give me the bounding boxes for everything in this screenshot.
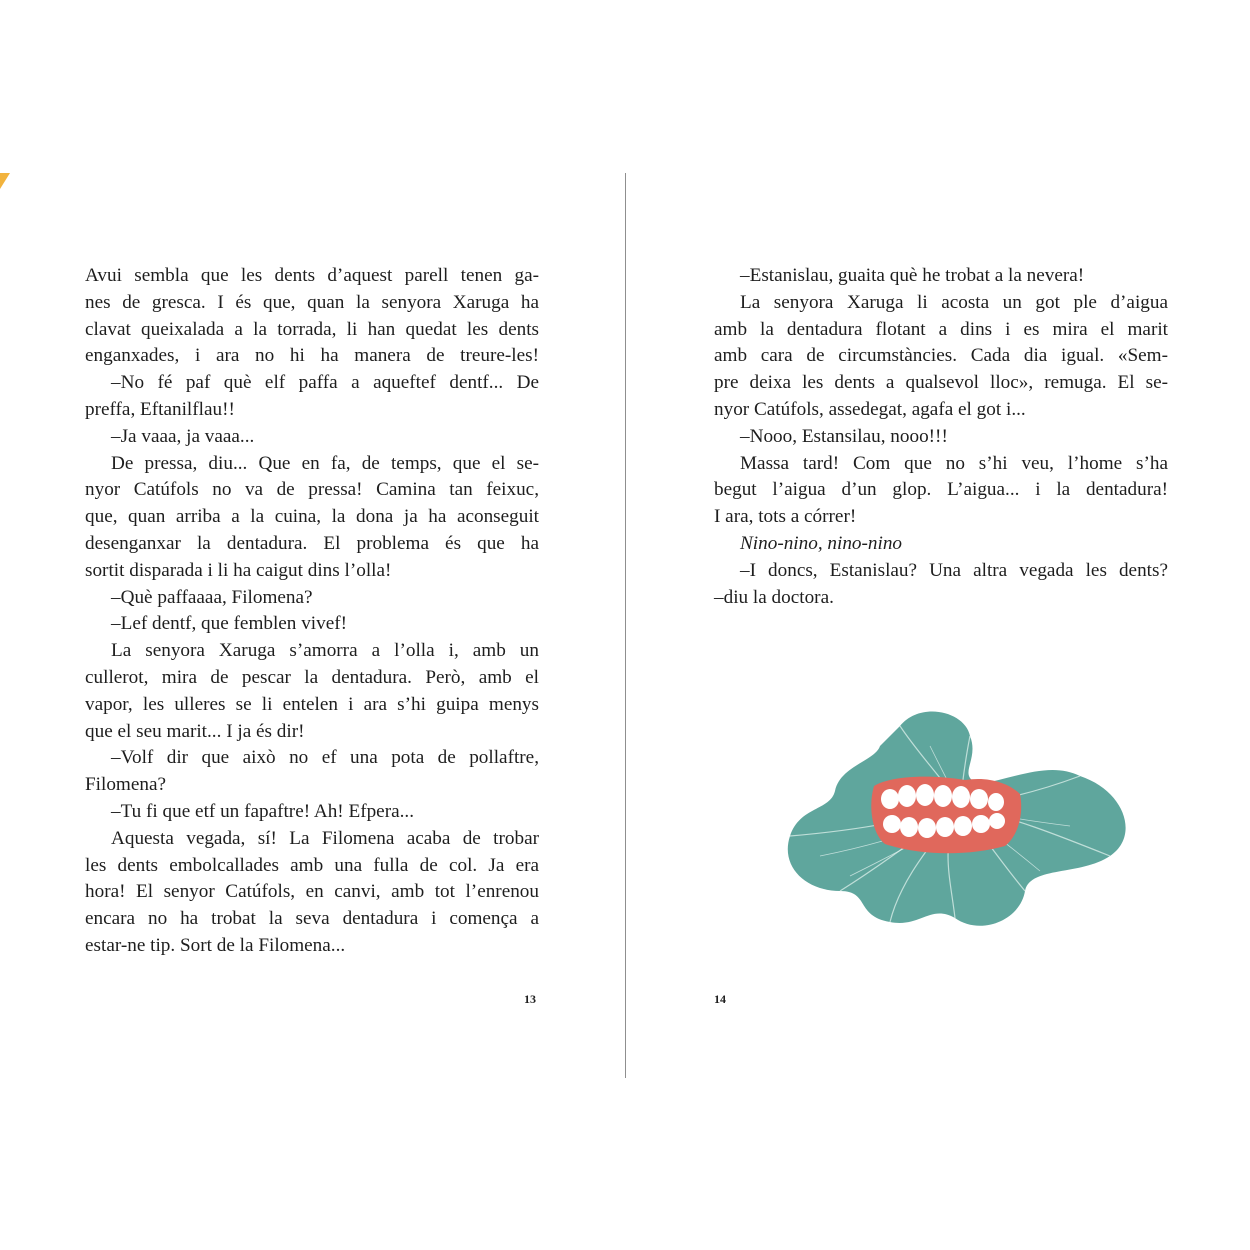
text-line: que, quan arriba a la cuina, la dona ja ha aconseguit	[85, 506, 539, 528]
text-line: Aquesta vegada, sí! La Filomena acaba de trobar	[111, 827, 539, 849]
text-line: cullerot, mira de pescar la dentadura. Però, amb el	[85, 666, 539, 688]
text-line: –Lef dentf, que femblen vivef!	[111, 613, 348, 635]
text-line: que el seu marit... I ja és dir!	[85, 720, 305, 742]
text-line: les dents embolcallades amb una fulla de col. Ja era	[85, 854, 539, 876]
text-line: amb cara de circumstàncies. Cada dia igual. «Sem-	[714, 345, 1168, 367]
text-line: Massa tard! Com que no s’hi veu, l’home s’ha	[740, 452, 1168, 474]
right-page-text	[714, 263, 1168, 611]
left-page-text	[85, 263, 539, 960]
text-line: hora! El senyor Catúfols, en canvi, amb tot l’enrenou	[85, 881, 539, 903]
text-line: I ara, tots a córrer!	[714, 506, 857, 528]
text-line: nes de gresca. I és que, quan la senyora Xaruga ha	[85, 291, 539, 313]
text-line: vapor, les ulleres se li entelen i ara s’hi guipa menys	[85, 693, 539, 715]
text-line: begut l’aigua d’un glop. L’aigua... i la dentadura!	[714, 479, 1168, 501]
text-line: estar-ne tip. Sort de la Filomena...	[85, 934, 346, 956]
text-line: preffa, Eftanilflau!!	[85, 398, 235, 420]
text-line: Avui sembla que les dents d’aquest parell tenen ga-	[85, 265, 539, 286]
text-line: La senyora Xaruga li acosta un got ple d’aigua	[740, 291, 1168, 313]
text-line: –Tu fi que etf un fapaftre! Ah! Efpera...	[111, 800, 414, 822]
page-number-right: 14	[714, 992, 726, 1006]
page-number-left: 13	[524, 992, 536, 1006]
text-line: La senyora Xaruga s’amorra a l’olla i, amb un	[111, 640, 539, 662]
text-line: –No fé paf què elf paffa a aqueftef dentf... De	[111, 372, 539, 394]
yellow-corner-tab	[0, 173, 10, 189]
text-line: pre deixa les dents a qualsevol lloc», remuga. El se-	[714, 372, 1168, 394]
text-line: Filomena?	[85, 774, 166, 796]
text-line: clavat queixalada a la torrada, li han quedat les dents	[85, 318, 539, 340]
denture-cabbage-illustration	[780, 706, 1132, 932]
denture	[871, 777, 1021, 854]
text-line: –Estanislau, guaita què he trobat a la nevera!	[740, 265, 1085, 286]
text-line: –Ja vaaa, ja vaaa...	[111, 425, 255, 447]
text-line: –Què paffaaaa, Filomena?	[111, 586, 313, 608]
text-line: –Nooo, Estansilau, nooo!!!	[740, 425, 948, 447]
text-line: encara no ha trobat la seva dentadura i comença a	[85, 908, 539, 930]
text-line: –I doncs, Estanislau? Una altra vegada les dents?	[740, 559, 1168, 581]
text-line: –Volf dir que això no ef una pota de pollaftre,	[111, 747, 539, 769]
text-line: sortit disparada i li ha caigut dins l’olla!	[85, 559, 392, 581]
text-line: amb la dentadura flotant a dins i es mira el marit	[714, 318, 1168, 340]
text-line: Nino-nino, nino-nino	[740, 532, 903, 554]
text-line: –diu la doctora.	[714, 586, 834, 608]
text-line: nyor Catúfols no va de pressa! Camina tan feixuc,	[85, 479, 539, 501]
text-line: enganxades, i ara no hi ha manera de treure-les!	[85, 345, 539, 367]
page-gutter-line	[625, 173, 626, 1078]
text-line: De pressa, diu... Que en fa, de temps, que el se-	[111, 452, 539, 474]
text-line: desenganxar la dentadura. El problema és que ha	[85, 532, 539, 554]
text-line: nyor Catúfols, assedegat, agafa el got i...	[714, 398, 1026, 420]
